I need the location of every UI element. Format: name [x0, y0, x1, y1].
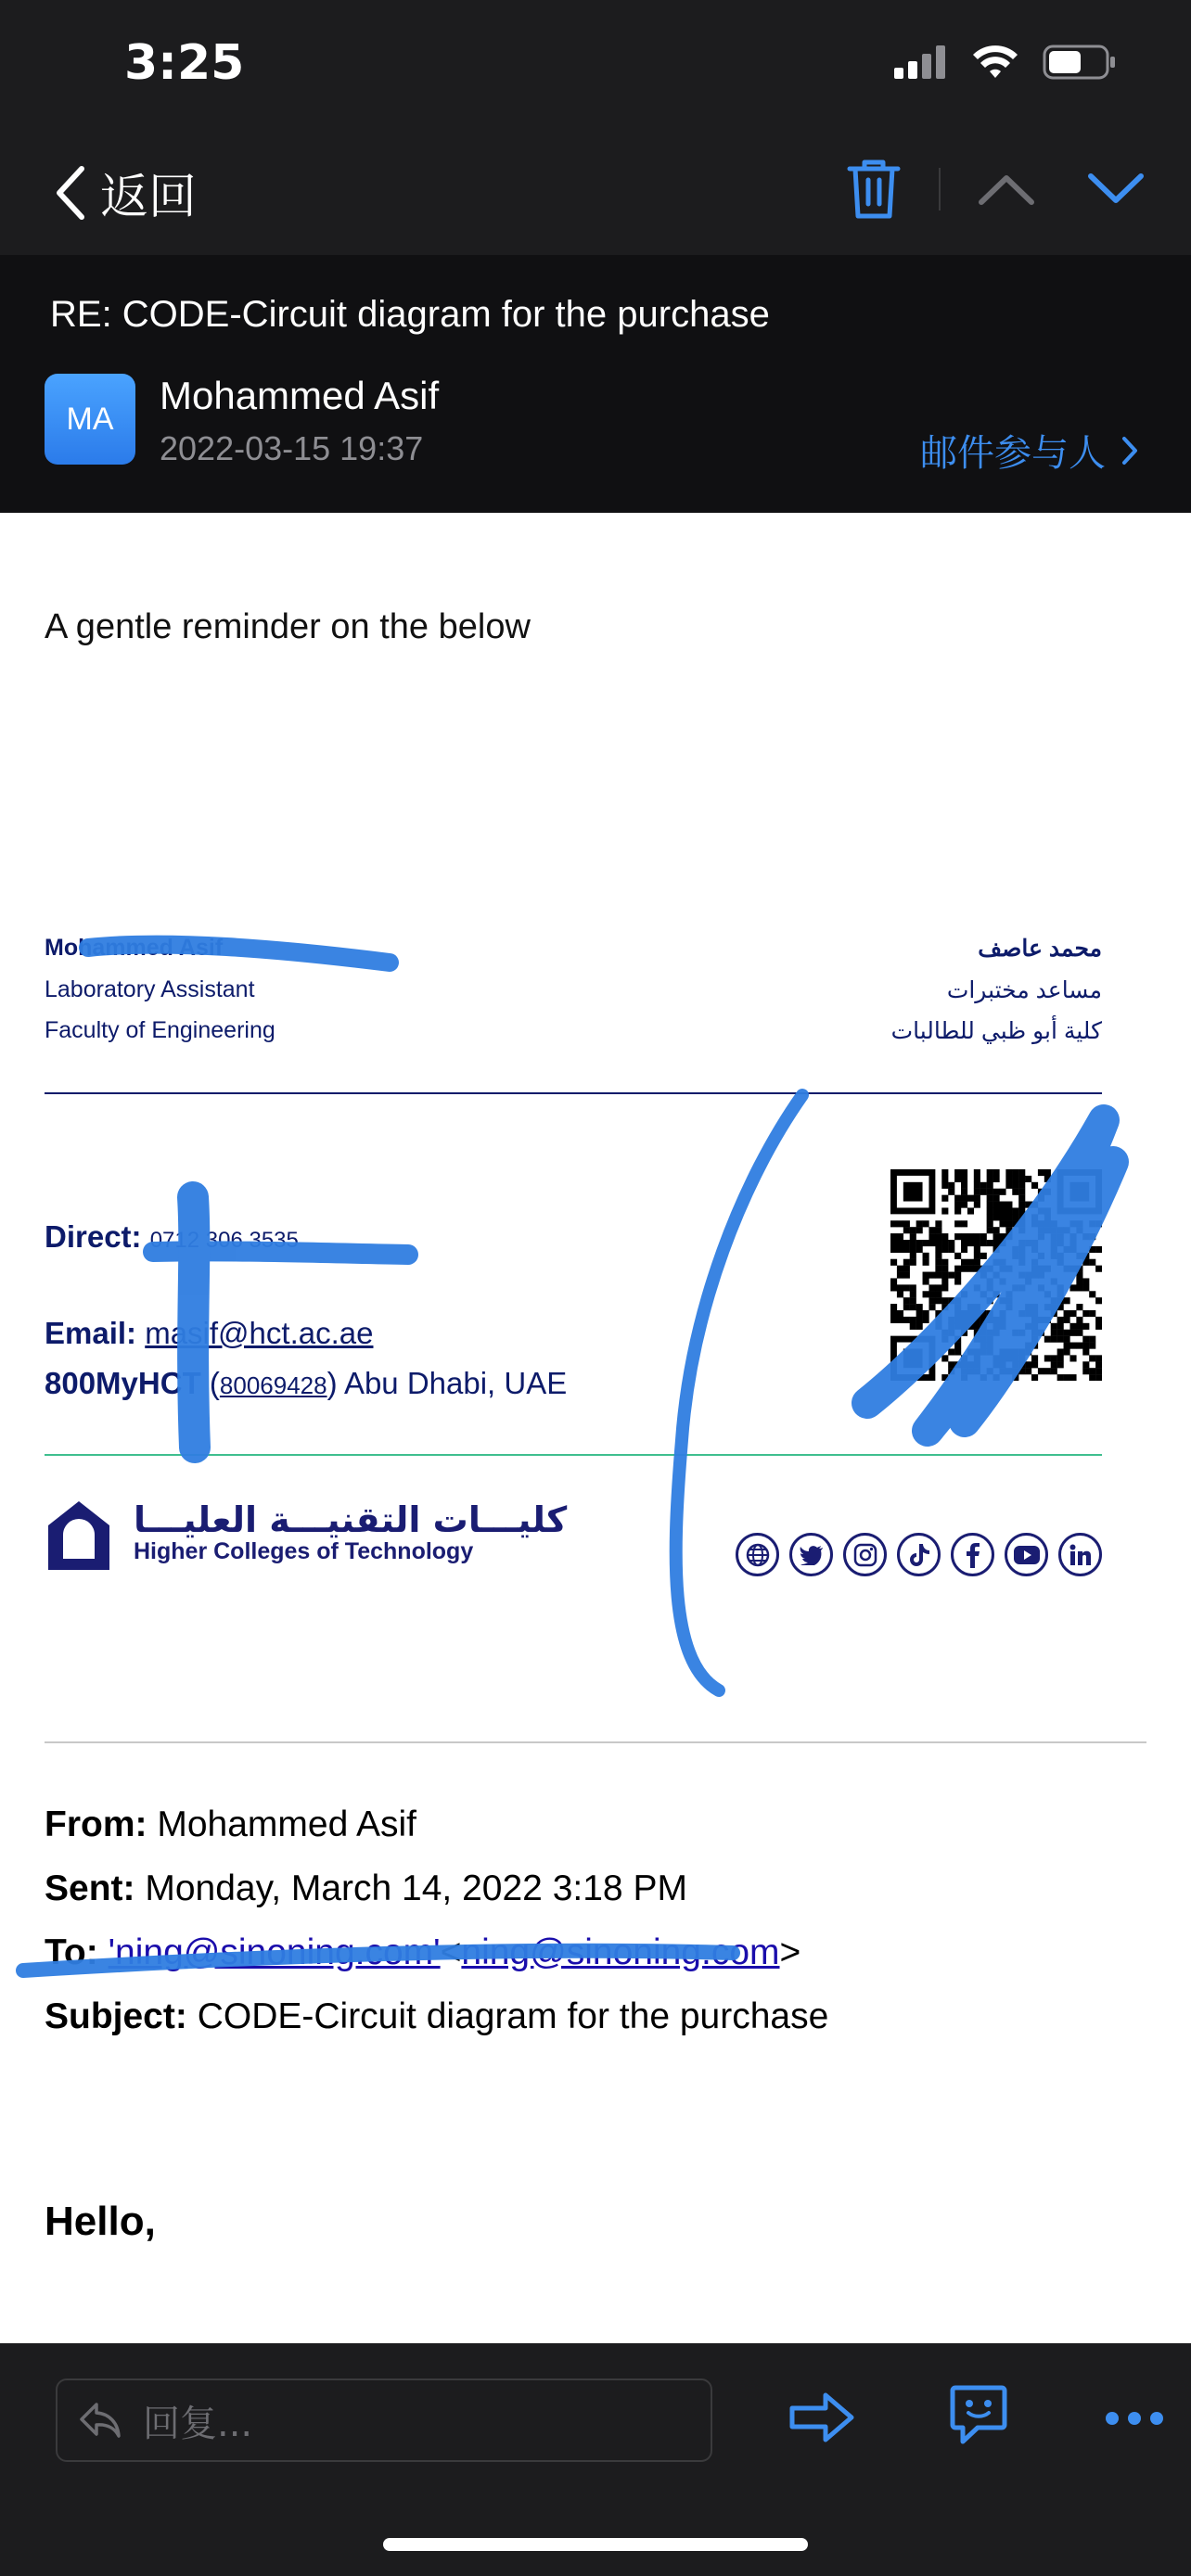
social-links — [736, 1533, 1102, 1576]
hct-logo-icon — [45, 1498, 113, 1570]
signature-name: Mohammed Asif — [45, 935, 224, 961]
hotline-label: 800MyHCT — [45, 1366, 201, 1400]
to-label: To: — [45, 1932, 98, 1972]
to-name-link[interactable]: 'ning@sinoning.com' — [108, 1932, 441, 1972]
redaction-scribble — [0, 513, 1191, 2343]
quoted-from — [45, 1804, 416, 1845]
quoted-subject — [45, 1996, 828, 2037]
nav-actions — [846, 158, 1145, 221]
quoted-to: To: 'ning@sinoning.com'<ning@sinoning.com> — [45, 1932, 801, 1972]
cellular-signal-icon — [894, 45, 948, 79]
participants-button[interactable] — [920, 424, 1139, 477]
back-button[interactable] — [52, 158, 197, 227]
participants-label: 邮件参与人 — [920, 432, 1106, 475]
instagram-icon[interactable] — [843, 1533, 887, 1576]
signature-name-arabic: محمد عاصف — [978, 936, 1102, 962]
hotline-line: 800MyHCT (80069428) Abu Dhabi, UAE — [45, 1366, 568, 1400]
status-bar — [0, 0, 1191, 139]
chevron-right-icon — [1121, 435, 1139, 466]
youtube-icon[interactable] — [1005, 1533, 1048, 1576]
avatar[interactable]: MA — [45, 374, 135, 465]
sender-date: 2022-03-15 19:37 — [160, 429, 424, 467]
sent-label: Sent: — [45, 1868, 135, 1908]
status-icons — [894, 45, 1117, 80]
email-label: Email: — [45, 1316, 137, 1350]
greeting: Hello, — [45, 2199, 156, 2244]
hotline-number[interactable]: 80069428 — [219, 1371, 327, 1399]
direct-value[interactable]: 0712 306 3535 — [149, 1228, 299, 1253]
trash-icon[interactable] — [846, 158, 902, 221]
signature-faculty: Faculty of Engineering — [45, 1017, 275, 1043]
from-value: Mohammed Asif — [157, 1804, 416, 1844]
signature-divider-green — [45, 1454, 1102, 1456]
chevron-left-icon — [52, 164, 89, 222]
signature-divider — [45, 1092, 1102, 1094]
reply-placeholder: 回复... — [143, 2402, 253, 2445]
from-label: From: — [45, 1804, 147, 1844]
chevron-up-icon[interactable] — [978, 171, 1035, 208]
subject-value: CODE-Circuit diagram for the purchase — [197, 1996, 829, 2036]
globe-icon[interactable] — [736, 1533, 779, 1576]
signature-role-arabic: مساعد مختبرات — [946, 977, 1102, 1003]
email-line — [45, 1316, 373, 1351]
chat-icon[interactable] — [950, 2384, 1007, 2445]
hct-logo — [45, 1498, 567, 1570]
mail-header — [0, 255, 1191, 513]
nav-divider — [939, 168, 941, 210]
sent-value: Monday, March 14, 2022 3:18 PM — [145, 1868, 687, 1908]
email-link[interactable]: masif@hct.ac.ae — [145, 1316, 374, 1350]
linkedin-icon[interactable] — [1058, 1533, 1102, 1576]
hct-logo-text — [134, 1498, 568, 1566]
twitter-icon[interactable] — [789, 1533, 833, 1576]
forward-icon[interactable] — [788, 2390, 855, 2445]
quoted-sent — [45, 1868, 687, 1909]
tiktok-icon[interactable] — [897, 1533, 941, 1576]
wifi-icon — [972, 45, 1018, 80]
intro-text: A gentle reminder on the below — [45, 607, 531, 646]
qr-code — [890, 1169, 1102, 1381]
to-email-link[interactable]: ning@sinoning.com — [461, 1932, 780, 1972]
reply-input[interactable] — [56, 2378, 712, 2462]
mail-body — [0, 513, 1191, 2343]
signature-role: Laboratory Assistant — [45, 976, 255, 1002]
location: Abu Dhabi, UAE — [343, 1366, 568, 1400]
hct-logo-arabic: كليـــات التقنيـــة العليـــا — [134, 1498, 568, 1540]
direct-label: Direct: — [45, 1219, 142, 1254]
signature-faculty-arabic: كلية أبو ظبي للطالبات — [890, 1018, 1102, 1044]
more-icon[interactable] — [1104, 2410, 1165, 2427]
mail-subject: RE: CODE-Circuit diagram for the purchase — [50, 294, 770, 335]
home-indicator — [383, 2538, 808, 2551]
quote-divider — [45, 1741, 1146, 1743]
status-time: 3:25 — [124, 35, 245, 91]
back-label: 返回 — [100, 170, 198, 225]
navigation-bar — [0, 139, 1191, 255]
hct-logo-english: Higher Colleges of Technology — [134, 1538, 474, 1565]
facebook-icon[interactable] — [951, 1533, 994, 1576]
direct-line — [45, 1219, 299, 1255]
subject-label: Subject: — [45, 1996, 187, 2036]
chevron-down-icon[interactable] — [1087, 171, 1145, 208]
reply-icon — [78, 2401, 122, 2440]
sender-name[interactable]: Mohammed Asif — [160, 374, 440, 417]
battery-icon — [1043, 45, 1117, 80]
